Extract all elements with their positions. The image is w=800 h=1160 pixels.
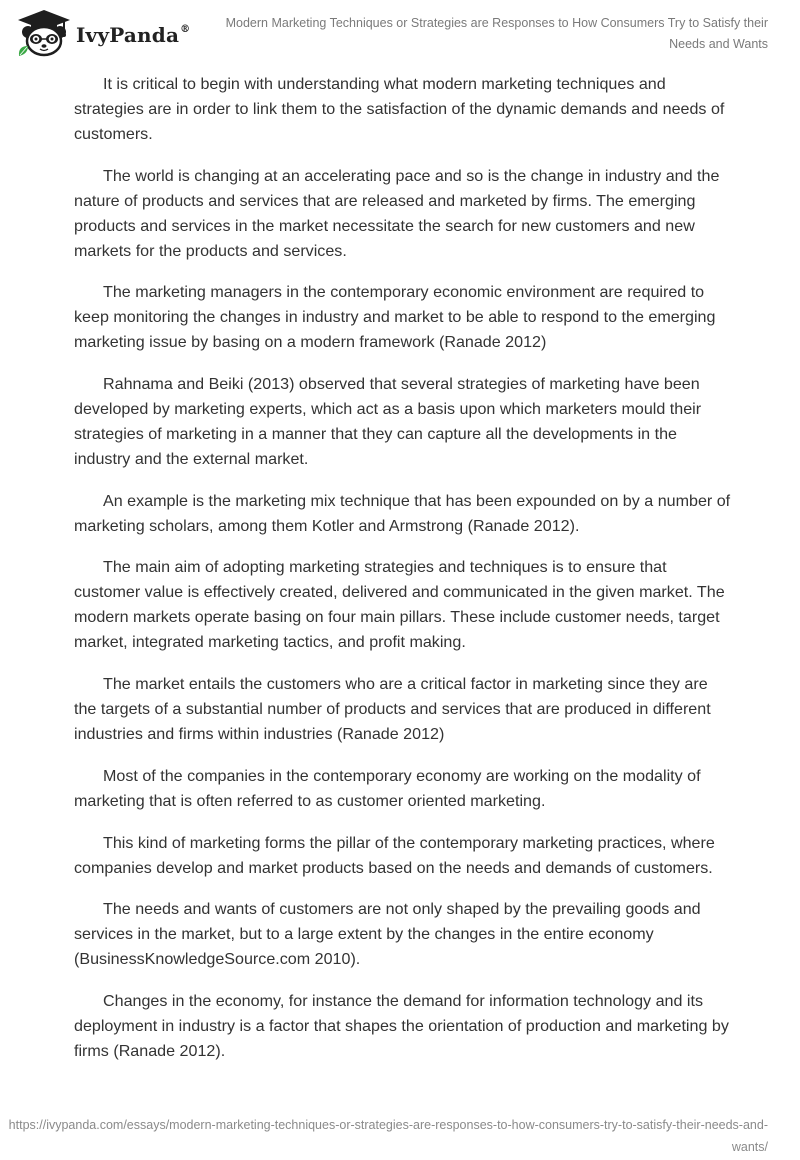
panda-graduate-icon [16,8,72,58]
ivypanda-logo[interactable] [16,8,190,58]
paragraph: The marketing managers in the contemporary economic environment are required to keep monitoring the changes in industry and market to be able to respond to the emerging marketing issue by basing on a modern framework (Ranade 2012) [74,283,716,352]
paragraph: The needs and wants of customers are not only shaped by the prevailing goods and services in the market, but to a large extent by the changes in the entire economy (BusinessKnowledgeSource.com 2010). [74,900,701,969]
paragraph: Most of the companies in the contemporary economy are working on the modality of marketing that is often referred to as customer oriented marketing. [74,766,701,810]
brand-name: IvyPanda® [76,23,191,47]
page-header [0,0,800,62]
paragraph: Changes in the economy, for instance the demand for information technology and its deployment in industry is a factor that shapes the orientation of production and marketing by firms (Ranade 2012). [74,991,729,1060]
paragraph: This kind of marketing forms the pillar of the contemporary marketing practices, where companies develop and market products based on the needs and demands of customers. [74,833,715,877]
document-title: Modern Marketing Techniques or Strategies are Responses to How Consumers Try to Satisfy their Needs and Wants [225,16,768,51]
source-url[interactable]: https://ivypanda.com/essays/modern-marketing-techniques-or-strategies-are-responses-to-how-consumers-try-to-satisfy-their-needs-and-wants/ [8,1118,768,1154]
essay-body [74,72,734,1081]
paragraph: The main aim of adopting marketing strategies and techniques is to ensure that customer value is effectively created, delivered and communicated in the given market. The modern markets operate basing on four main pillars. These include customer needs, target market, integrated marketing tactics, and profit making. [74,558,725,652]
paragraph: An example is the marketing mix technique that has been expounded on by a number of marketing scholars, among them Kotler and Armstrong (Ranade 2012). [74,491,731,535]
paragraph: Rahnama and Beiki (2013) observed that several strategies of marketing have been developed by marketing experts, which act as a basis upon which marketers mould their strategies of marketing in a manner that they can capture all the developments in the industry and the external market. [74,375,702,469]
registered-mark: ® [180,24,191,36]
paragraph: The world is changing at an accelerating pace and so is the change in industry and the nature of products and services that are released and marketed by firms. The emerging products and services in the market necessitate the search for new customers and new markets for the products and services. [74,166,720,260]
paragraph: The market entails the customers who are a critical factor in marketing since they are the targets of a substantial number of products and services that are produced in different industries and firms within industries (Ranade 2012) [74,675,711,744]
paragraph: It is critical to begin with understanding what modern marketing techniques and strategies are in order to link them to the satisfaction of the dynamic demands and needs of customers. [74,75,725,143]
